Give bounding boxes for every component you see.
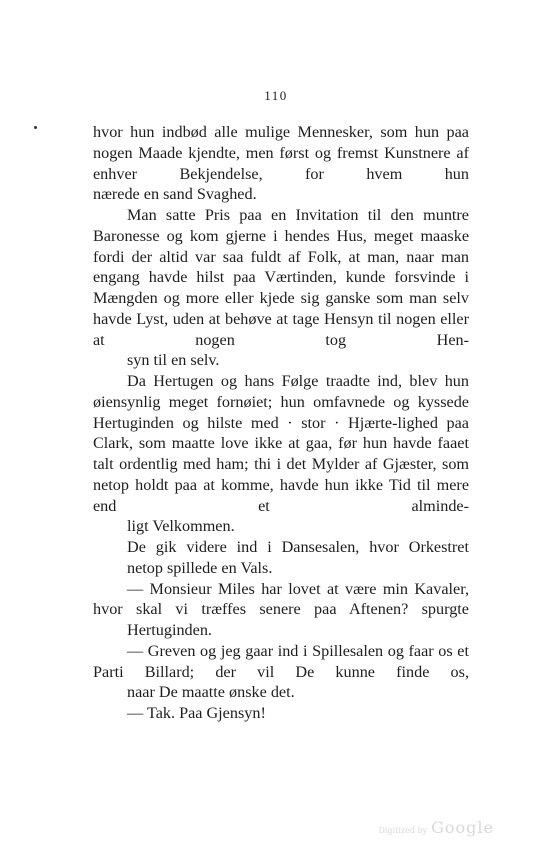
paragraph-4: [93, 537, 469, 579]
paragraph-2: [93, 205, 469, 371]
paragraph-last-line: nærede en sand Svaghed.: [93, 185, 257, 204]
paragraph-6: [93, 641, 469, 703]
paragraph-body: hvor hun indbød alle mulige Mennesker, som hun paa nogen Maade kjendte, men først og fremst Kunstnere af enhver Bekjendelse, for hvem hun: [93, 123, 469, 183]
paragraph-last-line: syn til en selv.: [127, 351, 220, 370]
paragraph-last-line: Hertuginden.: [127, 621, 212, 639]
paragraph-body: — Greven og jeg gaar ind i Spillesalen og faar os et Parti Billard; der vil De kunne finde os,: [93, 641, 469, 681]
watermark-prefix: Digitized by: [378, 826, 428, 835]
paragraph-body: Da Hertugen og hans Følge traadte ind, blev hun øiensynlig meget fornøiet; hun omfavnede og kyssede Hertuginden og hilste med · stor · Hjærte-lighed paa Clark, som maatte love ikke at gaa, før hun havde faaet talt ordentlig med ham; thi i det Mylder af Gjæster, som netop holdt paa at komme, havde hun ikke Tid til mere end et alminde-: [93, 372, 469, 515]
page-number: 110: [264, 88, 288, 103]
paragraph-7: [93, 703, 469, 724]
paragraph-3: [93, 371, 469, 537]
paragraph-body: — Monsieur Miles har lovet at være min Kavaler, hvor skal vi træffes senere paa Aftenen? spurgte: [93, 579, 469, 619]
paragraph-1: [93, 122, 469, 205]
body-text: [93, 122, 469, 724]
watermark-brand: Google: [431, 818, 494, 837]
paragraph-last-line: ligt Velkommen.: [127, 517, 235, 536]
paragraph-last-line: — Tak. Paa Gjensyn!: [127, 704, 266, 722]
paragraph-last-line: netop spillede en Vals.: [127, 558, 273, 577]
paragraph-last-line: naar De maatte ønske det.: [127, 683, 295, 702]
digitized-watermark: [378, 818, 494, 837]
margin-dot: [34, 126, 37, 129]
paragraph-body: Man satte Pris paa en Invitation til den muntre Baronesse og kom gjerne i hendes Hus, meget maaske fordi der altid var saa fuldt af Folk, at man, naar man engang havde hilst paa Værtinden, kunde forsvinde i Mængden og more eller kjede sig ganske som man selv havde Lyst, uden at behøve at tage Hensyn til nogen eller at nogen tog Hen-: [93, 206, 469, 349]
paragraph-5: [93, 579, 469, 641]
paragraph-body: De gik videre ind i Dansesalen, hvor Orkestret: [127, 538, 469, 556]
